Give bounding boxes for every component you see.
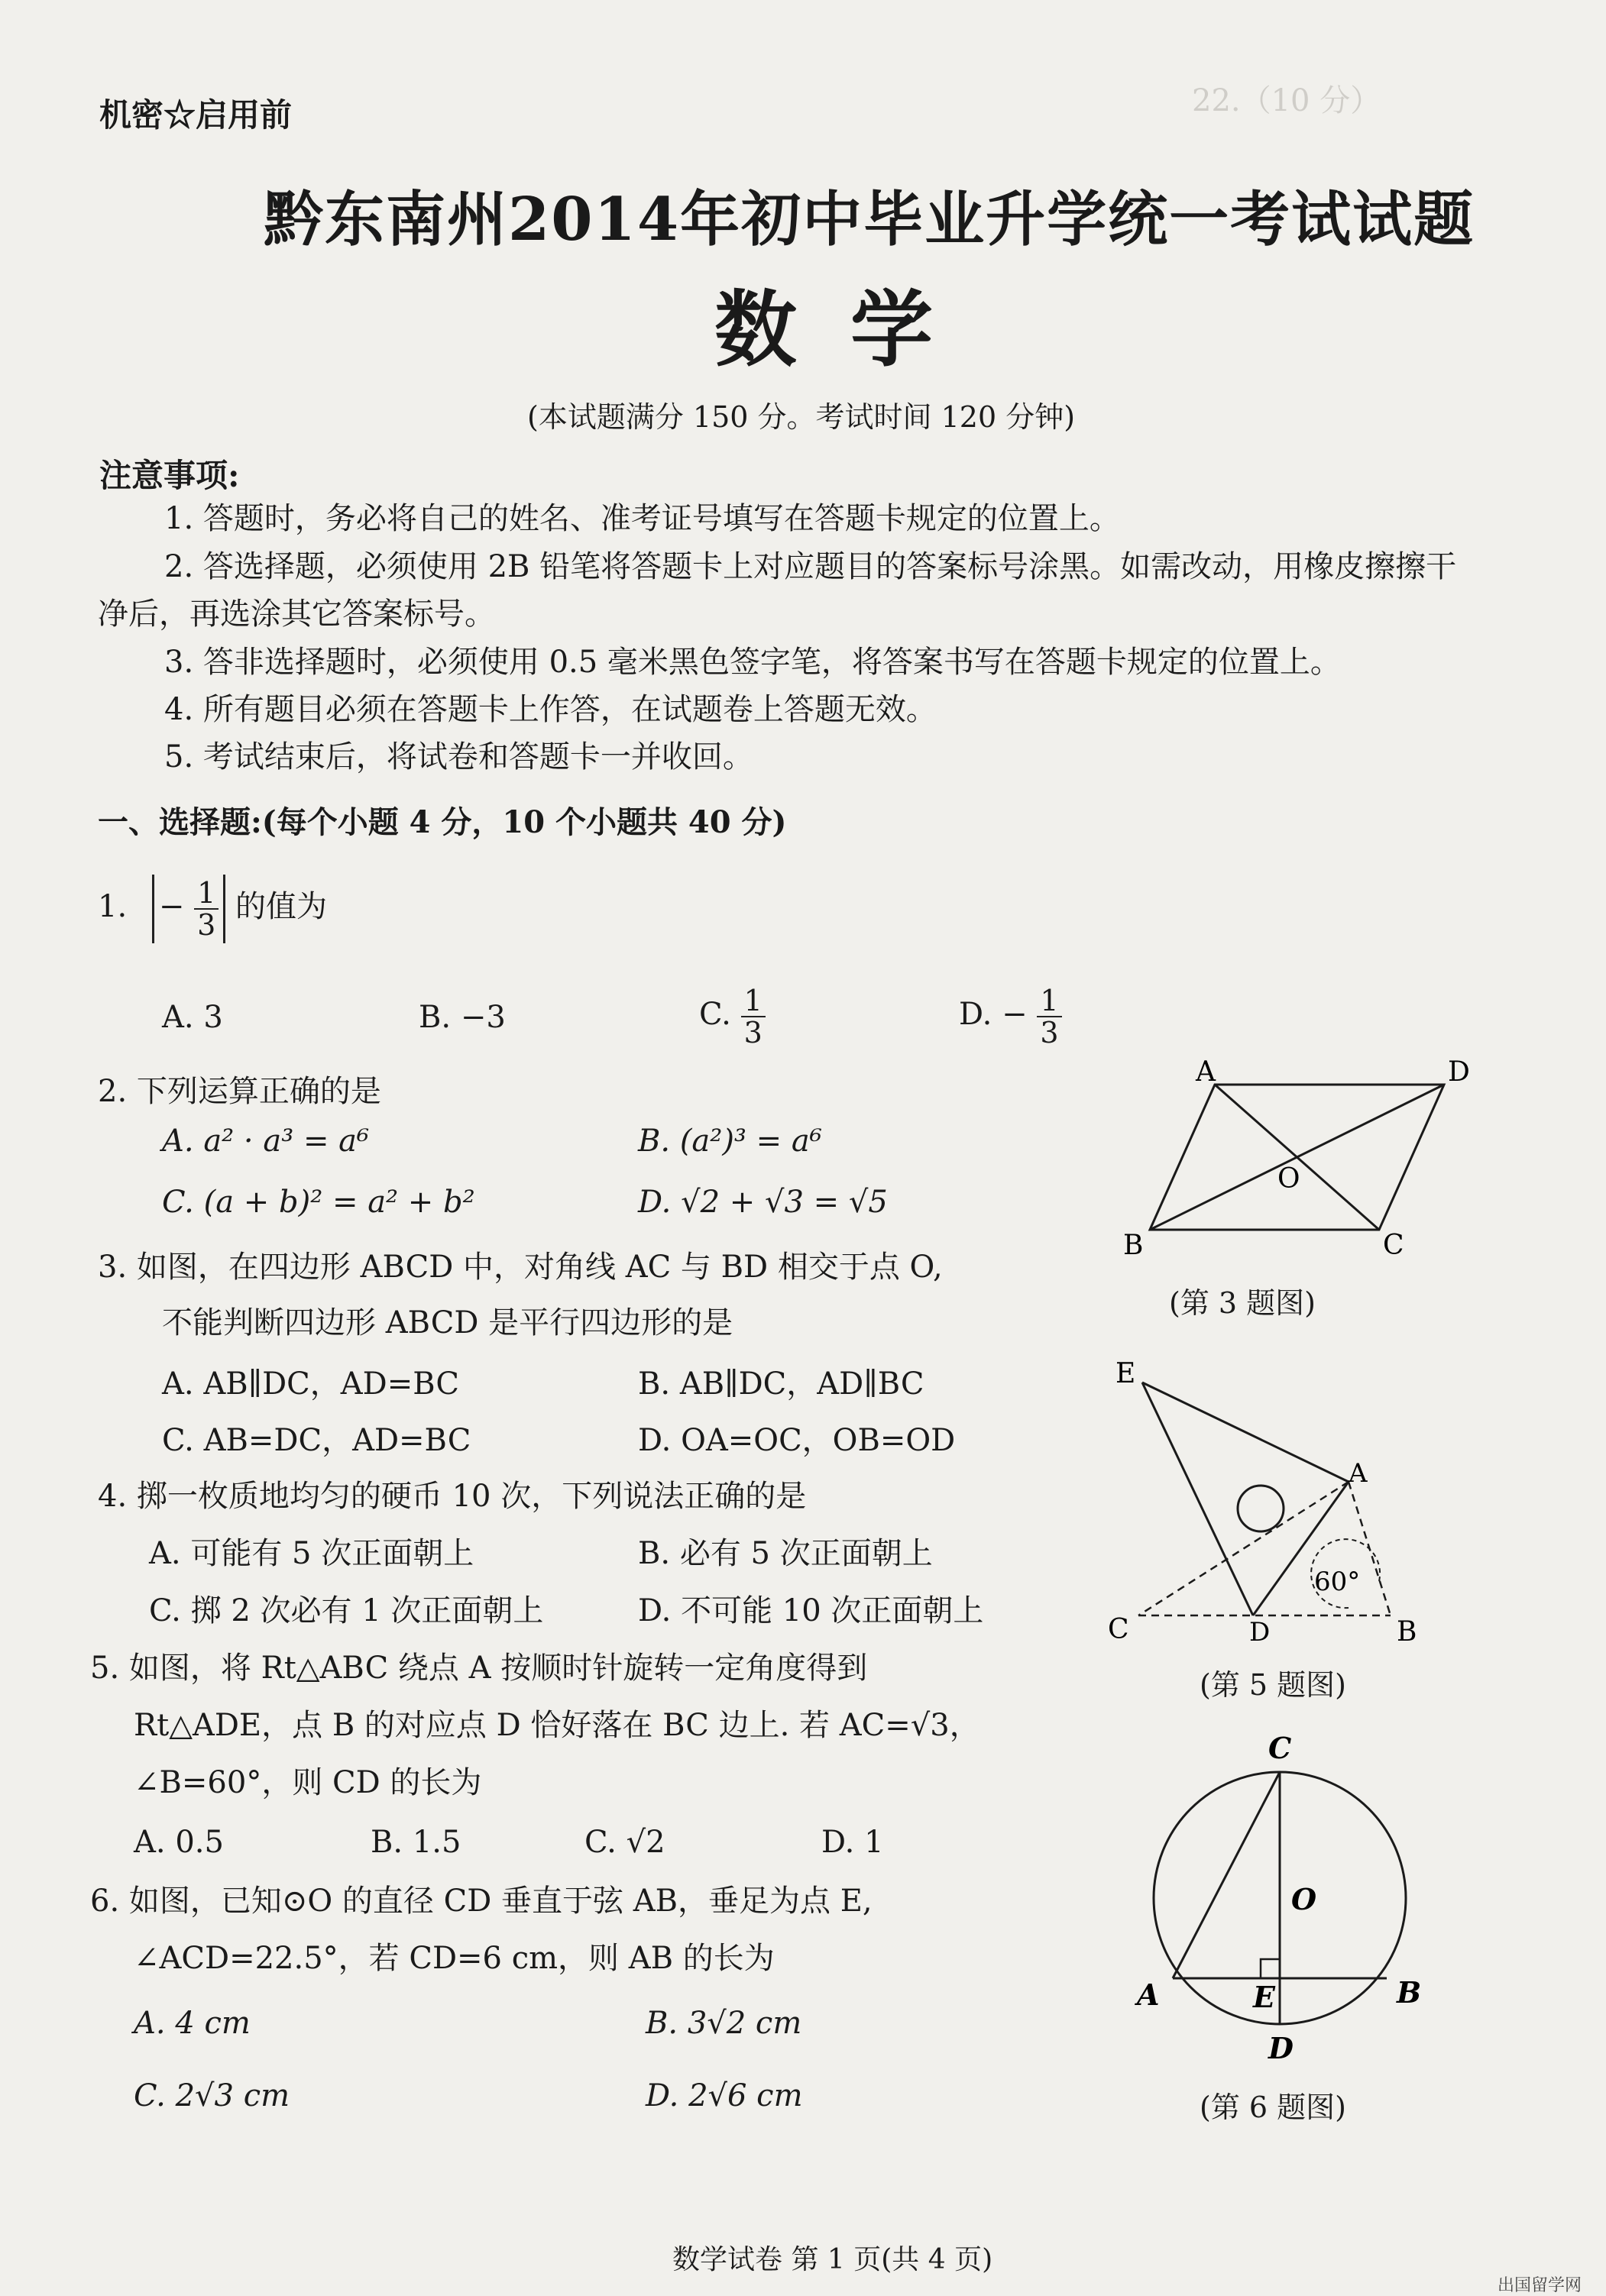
q6-label-o: O <box>1291 1882 1317 1916</box>
q1-absolute-value <box>152 875 225 943</box>
q1-option-d-frac <box>1037 985 1061 1048</box>
page-footer: 数学试卷 第 1 页(共 4 页) <box>672 2244 993 2275</box>
q3-label-o: O <box>1277 1163 1300 1195</box>
q4-stem: 4. 掷一枚质地均匀的硬币 10 次，下列说法正确的是 <box>98 1479 807 1514</box>
q3-option-b: B. AB∥DC，AD∥BC <box>638 1366 924 1402</box>
bleed-through-text: 22.（10 分） <box>1192 83 1381 118</box>
q3-line-2: 不能判断四边形 ABCD 是平行四边形的是 <box>162 1305 733 1340</box>
q5-angle-label: 60° <box>1314 1567 1361 1597</box>
notice-item-2-cont: 净后，再选涂其它答案标号。 <box>98 597 495 632</box>
q1-option-c <box>699 985 766 1048</box>
q5-label-d: D <box>1249 1617 1271 1648</box>
q3-label-c: C <box>1383 1230 1404 1261</box>
notice-item-2: 2. 答选择题，必须使用 2B 铅笔将答题卡上对应题目的答案标号涂黑。如需改动，用橡皮擦擦干 <box>164 549 1457 584</box>
notice-item-1: 1. 答题时，务必将自己的姓名、准考证号填写在答题卡规定的位置上。 <box>164 501 1120 536</box>
q3-label-d: D <box>1448 1056 1470 1088</box>
q1-minus: − <box>158 889 185 924</box>
q4-option-d: D. 不可能 10 次正面朝上 <box>638 1593 984 1628</box>
q6-figure <box>1115 1719 1436 2078</box>
q6-figure-caption: (第 6 题图) <box>1200 2091 1346 2124</box>
score-info: (本试题满分 150 分。考试时间 120 分钟) <box>527 400 1076 434</box>
q1-option-b: B. −3 <box>419 1000 506 1035</box>
q1-optc-num: 1 <box>741 985 766 1017</box>
q6-label-c: C <box>1268 1731 1292 1765</box>
q2-option-c: C. (a + b)² = a² + b² <box>162 1185 475 1220</box>
site-watermark: 出国留学网 <box>1498 2276 1582 2295</box>
q6-label-b: B <box>1397 1975 1422 2010</box>
q6-label-d: D <box>1268 2031 1294 2065</box>
q1-frac-num: 1 <box>194 878 219 910</box>
q3-label-b: B <box>1123 1230 1144 1261</box>
section-heading: 一、选择题:(每个小题 4 分，10 个小题共 40 分) <box>98 804 787 840</box>
q5-label-e: E <box>1115 1358 1136 1389</box>
q5-option-a: A. 0.5 <box>134 1825 224 1860</box>
q1-frac-den: 3 <box>197 908 216 942</box>
q1-fraction <box>194 878 219 940</box>
q5-label-b: B <box>1397 1616 1417 1648</box>
q3-line-1: 3. 如图，在四边形 ABCD 中，对角线 AC 与 BD 相交于点 O, <box>98 1250 943 1285</box>
q6-option-d: D. 2√6 cm <box>646 2078 803 2113</box>
q5-figure-caption: (第 5 题图) <box>1200 1668 1346 1702</box>
q5-option-b: B. 1.5 <box>371 1825 461 1860</box>
q1-option-c-frac <box>741 985 766 1048</box>
q1-option-d-label: D. − <box>959 997 1028 1032</box>
q5-line-3: ∠B=60°，则 CD 的长为 <box>134 1765 482 1800</box>
q3-option-c: C. AB=DC，AD=BC <box>162 1423 471 1458</box>
q3-option-a: A. AB∥DC，AD=BC <box>162 1366 459 1402</box>
notice-item-5: 5. 考试结束后，将试卷和答题卡一并收回。 <box>164 739 753 774</box>
exam-title: 黔东南州2014年初中毕业升学统一考试试题 <box>264 185 1475 254</box>
q1-option-c-label: C. <box>699 997 731 1032</box>
q2-option-b: B. (a²)³ = a⁶ <box>638 1124 822 1159</box>
q5-line-2: Rt△ADE，点 B 的对应点 D 恰好落在 BC 边上. 若 AC=√3， <box>134 1708 980 1743</box>
notice-title: 注意事项: <box>99 457 240 494</box>
q2-option-d: D. √2 + √3 = √5 <box>638 1185 888 1220</box>
q6-option-b: B. 3√2 cm <box>646 2006 802 2041</box>
q4-option-c: C. 掷 2 次必有 1 次正面朝上 <box>149 1593 544 1628</box>
confidential-label: 机密☆启用前 <box>99 96 293 134</box>
q1-stem <box>98 875 327 943</box>
q6-label-a: A <box>1137 1977 1160 2012</box>
q4-option-a: A. 可能有 5 次正面朝上 <box>149 1536 474 1571</box>
q6-line-2: ∠ACD=22.5°，若 CD=6 cm，则 AB 的长为 <box>134 1941 775 1976</box>
q1-optc-den: 3 <box>743 1016 763 1049</box>
q1-option-a: A. 3 <box>162 1000 223 1035</box>
q6-option-a: A. 4 cm <box>134 2006 251 2041</box>
q6-label-e: E <box>1253 1980 1275 2014</box>
q5-label-c: C <box>1108 1614 1129 1645</box>
q4-option-b: B. 必有 5 次正面朝上 <box>638 1536 933 1571</box>
q5-figure <box>1085 1352 1467 1650</box>
q6-option-c: C. 2√3 cm <box>134 2078 290 2113</box>
q5-label-a: A <box>1349 1458 1368 1489</box>
q1-optd-num: 1 <box>1037 985 1061 1017</box>
q2-option-a: A. a² · a³ = a⁶ <box>162 1124 370 1159</box>
q1-number: 1. <box>98 889 128 924</box>
notice-item-3: 3. 答非选择题时，必须使用 0.5 毫米黑色签字笔，将答案书写在答题卡规定的位置上。 <box>164 645 1341 680</box>
q3-label-a: A <box>1196 1056 1216 1088</box>
q6-line-1: 6. 如图，已知⊙O 的直径 CD 垂直于弦 AB，垂足为点 E, <box>90 1884 873 1919</box>
q5-option-c: C. √2 <box>584 1825 665 1860</box>
q3-option-d: D. OA=OC，OB=OD <box>638 1423 956 1458</box>
notice-item-4: 4. 所有题目必须在答题卡上作答，在试题卷上答题无效。 <box>164 692 937 727</box>
q3-figure-caption: (第 3 题图) <box>1169 1286 1316 1320</box>
q3-figure <box>1100 1054 1482 1283</box>
q5-option-d: D. 1 <box>821 1825 884 1860</box>
q1-optd-den: 3 <box>1040 1016 1059 1049</box>
q1-option-d <box>959 985 1062 1048</box>
q1-suffix: 的值为 <box>235 889 328 924</box>
subject-title: 数学 <box>714 282 987 378</box>
q5-line-1: 5. 如图，将 Rt△ABC 绕点 A 按顺时针旋转一定角度得到 <box>90 1651 868 1686</box>
q2-stem: 2. 下列运算正确的是 <box>98 1074 381 1109</box>
